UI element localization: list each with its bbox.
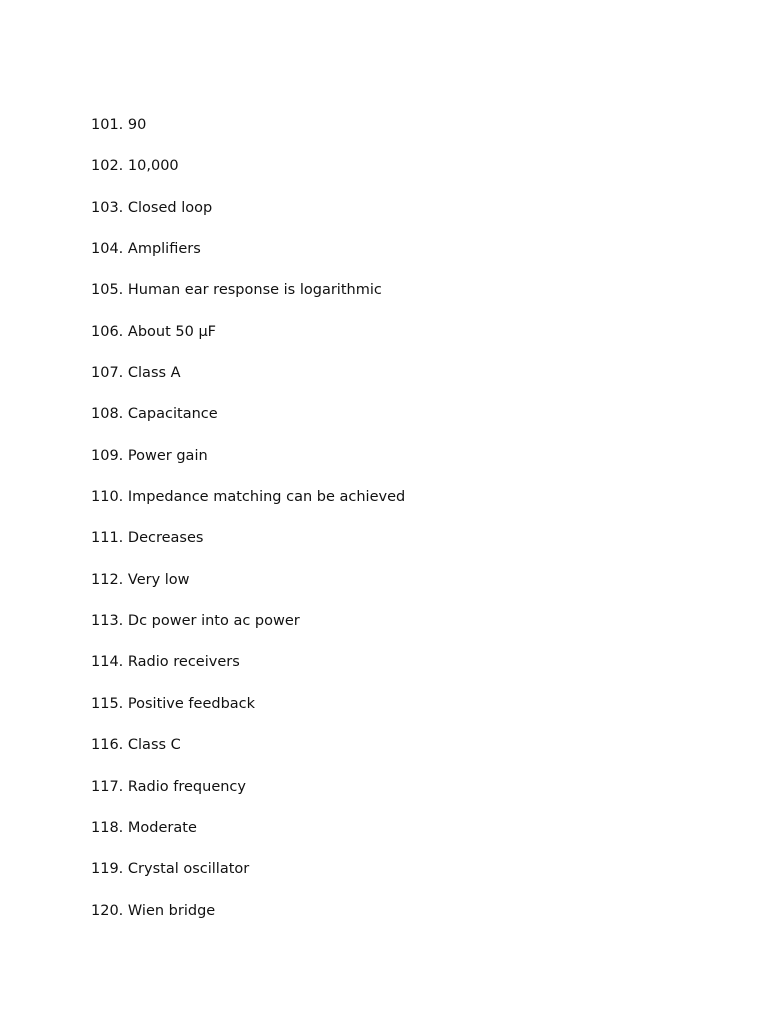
answer-item (91, 320, 405, 361)
answer-item (91, 113, 405, 154)
answer-number: 118. (91, 819, 124, 836)
answer-number: 113. (91, 613, 124, 630)
answer-text: Radio frequency (127, 778, 246, 795)
answer-item (91, 899, 405, 940)
answer-number: 101. (91, 117, 124, 133)
answer-item (91, 816, 405, 857)
answer-number: 115. (91, 695, 124, 712)
answer-number: 105. (91, 282, 124, 299)
answer-number: 114. (91, 654, 124, 671)
answer-item (91, 609, 405, 650)
answer-text: Crystal oscillator (127, 861, 250, 878)
answer-item (91, 568, 405, 609)
answer-text: Dc power into ac power (127, 613, 300, 630)
answer-number: 109. (91, 447, 124, 464)
answer-item (91, 692, 405, 733)
answer-text: Power gain (127, 447, 208, 464)
answer-number: 103. (91, 199, 124, 216)
answer-text: 10,000 (127, 158, 179, 175)
answer-text: Radio receivers (127, 654, 240, 671)
answer-item (91, 278, 405, 319)
answer-text: Capacitance (127, 406, 218, 423)
answer-number: 116. (91, 737, 124, 754)
answer-text: Positive feedback (127, 695, 256, 712)
answer-item (91, 361, 405, 402)
answer-item (91, 485, 405, 526)
answer-number: 112. (91, 571, 124, 588)
answer-item (91, 650, 405, 691)
answer-number: 107. (91, 365, 124, 382)
answer-text: Closed loop (127, 199, 213, 216)
answer-number: 117. (91, 778, 124, 795)
answer-text: Class C (127, 737, 181, 754)
answer-number: 108. (91, 406, 124, 423)
answer-list (91, 113, 405, 940)
answer-text: Moderate (127, 819, 197, 836)
answer-item (91, 196, 405, 237)
answer-text: Amplifiers (127, 241, 201, 258)
answer-number: 119. (91, 861, 124, 878)
answer-item (91, 402, 405, 443)
answer-item (91, 237, 405, 278)
answer-text: 90 (127, 117, 147, 133)
answer-item (91, 857, 405, 898)
answer-text: Human ear response is logarithmic (127, 282, 382, 299)
answer-text: Class A (127, 365, 181, 382)
answer-text: About 50 μF (127, 323, 217, 340)
answer-number: 120. (91, 902, 124, 919)
answer-number: 106. (91, 323, 124, 340)
answer-text: Decreases (127, 530, 204, 547)
answer-item (91, 526, 405, 567)
answer-text: Impedance matching can be achieved (127, 489, 406, 506)
answer-text: Very low (127, 571, 190, 588)
answer-item (91, 733, 405, 774)
answer-number: 104. (91, 241, 124, 258)
answer-number: 110. (91, 489, 124, 506)
answer-number: 102. (91, 158, 124, 175)
answer-text: Wien bridge (127, 902, 216, 919)
answer-number: 111. (91, 530, 124, 547)
answer-item (91, 444, 405, 485)
answer-item (91, 154, 405, 195)
answer-item (91, 775, 405, 816)
